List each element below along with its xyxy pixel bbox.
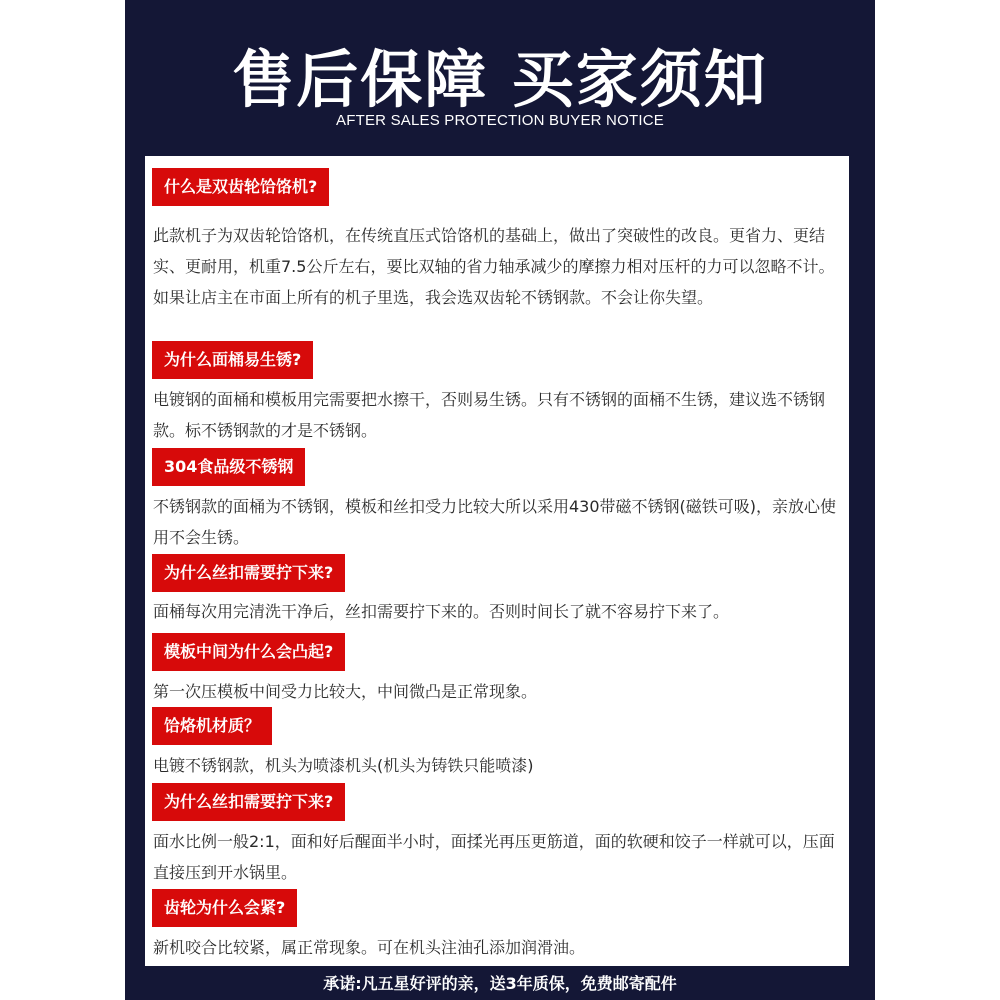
faq-question-7: 为什么丝扣需要拧下来? (152, 783, 345, 821)
faq-question-4: 为什么丝扣需要拧下来? (152, 554, 345, 592)
faq-question-2: 为什么面桶易生锈? (152, 341, 313, 379)
faq-answer-7: 面水比例一般2:1，面和好后醒面半小时，面揉光再压更筋道，面的软硬和饺子一样就可以，压面直接压到开水锅里。 (153, 832, 835, 882)
footer-promise: 承诺:凡五星好评的亲，送3年质保，免费邮寄配件 (323, 974, 677, 993)
faq-answer-6: 电镀不锈钢款，机头为喷漆机头(机头为铸铁只能喷漆) (153, 756, 534, 775)
faq-content (145, 156, 849, 966)
faq-answer-8: 新机咬合比较紧，属正常现象。可在机头注油孔添加润滑油。 (153, 938, 586, 957)
faq-answer-3: 不锈钢款的面桶为不锈钢，模板和丝扣受力比较大所以采用430带磁不锈钢(磁铁可吸)，亲放心使用不会生锈。 (153, 497, 837, 547)
faq-question-5: 模板中间为什么会凸起? (152, 633, 345, 671)
faq-question-1: 什么是双齿轮饸饹机? (152, 168, 329, 206)
faq-question-3: 304食品级不锈钢 (152, 448, 305, 486)
faq-question-8: 齿轮为什么会紧? (152, 889, 297, 927)
faq-question-6: 饸烙机材质？ (152, 707, 272, 745)
page-subtitle: AFTER SALES PROTECTION BUYER NOTICE (336, 112, 664, 129)
faq-answer-4: 面桶每次用完清洗干净后，丝扣需要拧下来的。否则时间长了就不容易拧下来了。 (153, 602, 730, 621)
faq-answer-1: 此款机子为双齿轮饸饹机，在传统直压式饸饹机的基础上，做出了突破性的改良。更省力、更结实、更耐用，机重7.5公斤左右，要比双轴的省力轴承减少的摩擦力相对压杆的力可以忽略不计。如果让店主在市面上所有的机子里选，我会选双齿轮不锈钢款。不会让你失望。 (153, 226, 835, 307)
page-title: 售后保障 买家须知 (232, 43, 768, 116)
faq-answer-2: 电镀钢的面桶和模板用完需要把水擦干，否则易生锈。只有不锈钢的面桶不生锈，建议选不锈钢款。标不锈钢款的才是不锈钢。 (153, 390, 826, 440)
faq-answer-5: 第一次压模板中间受力比较大，中间微凸是正常现象。 (153, 682, 538, 701)
